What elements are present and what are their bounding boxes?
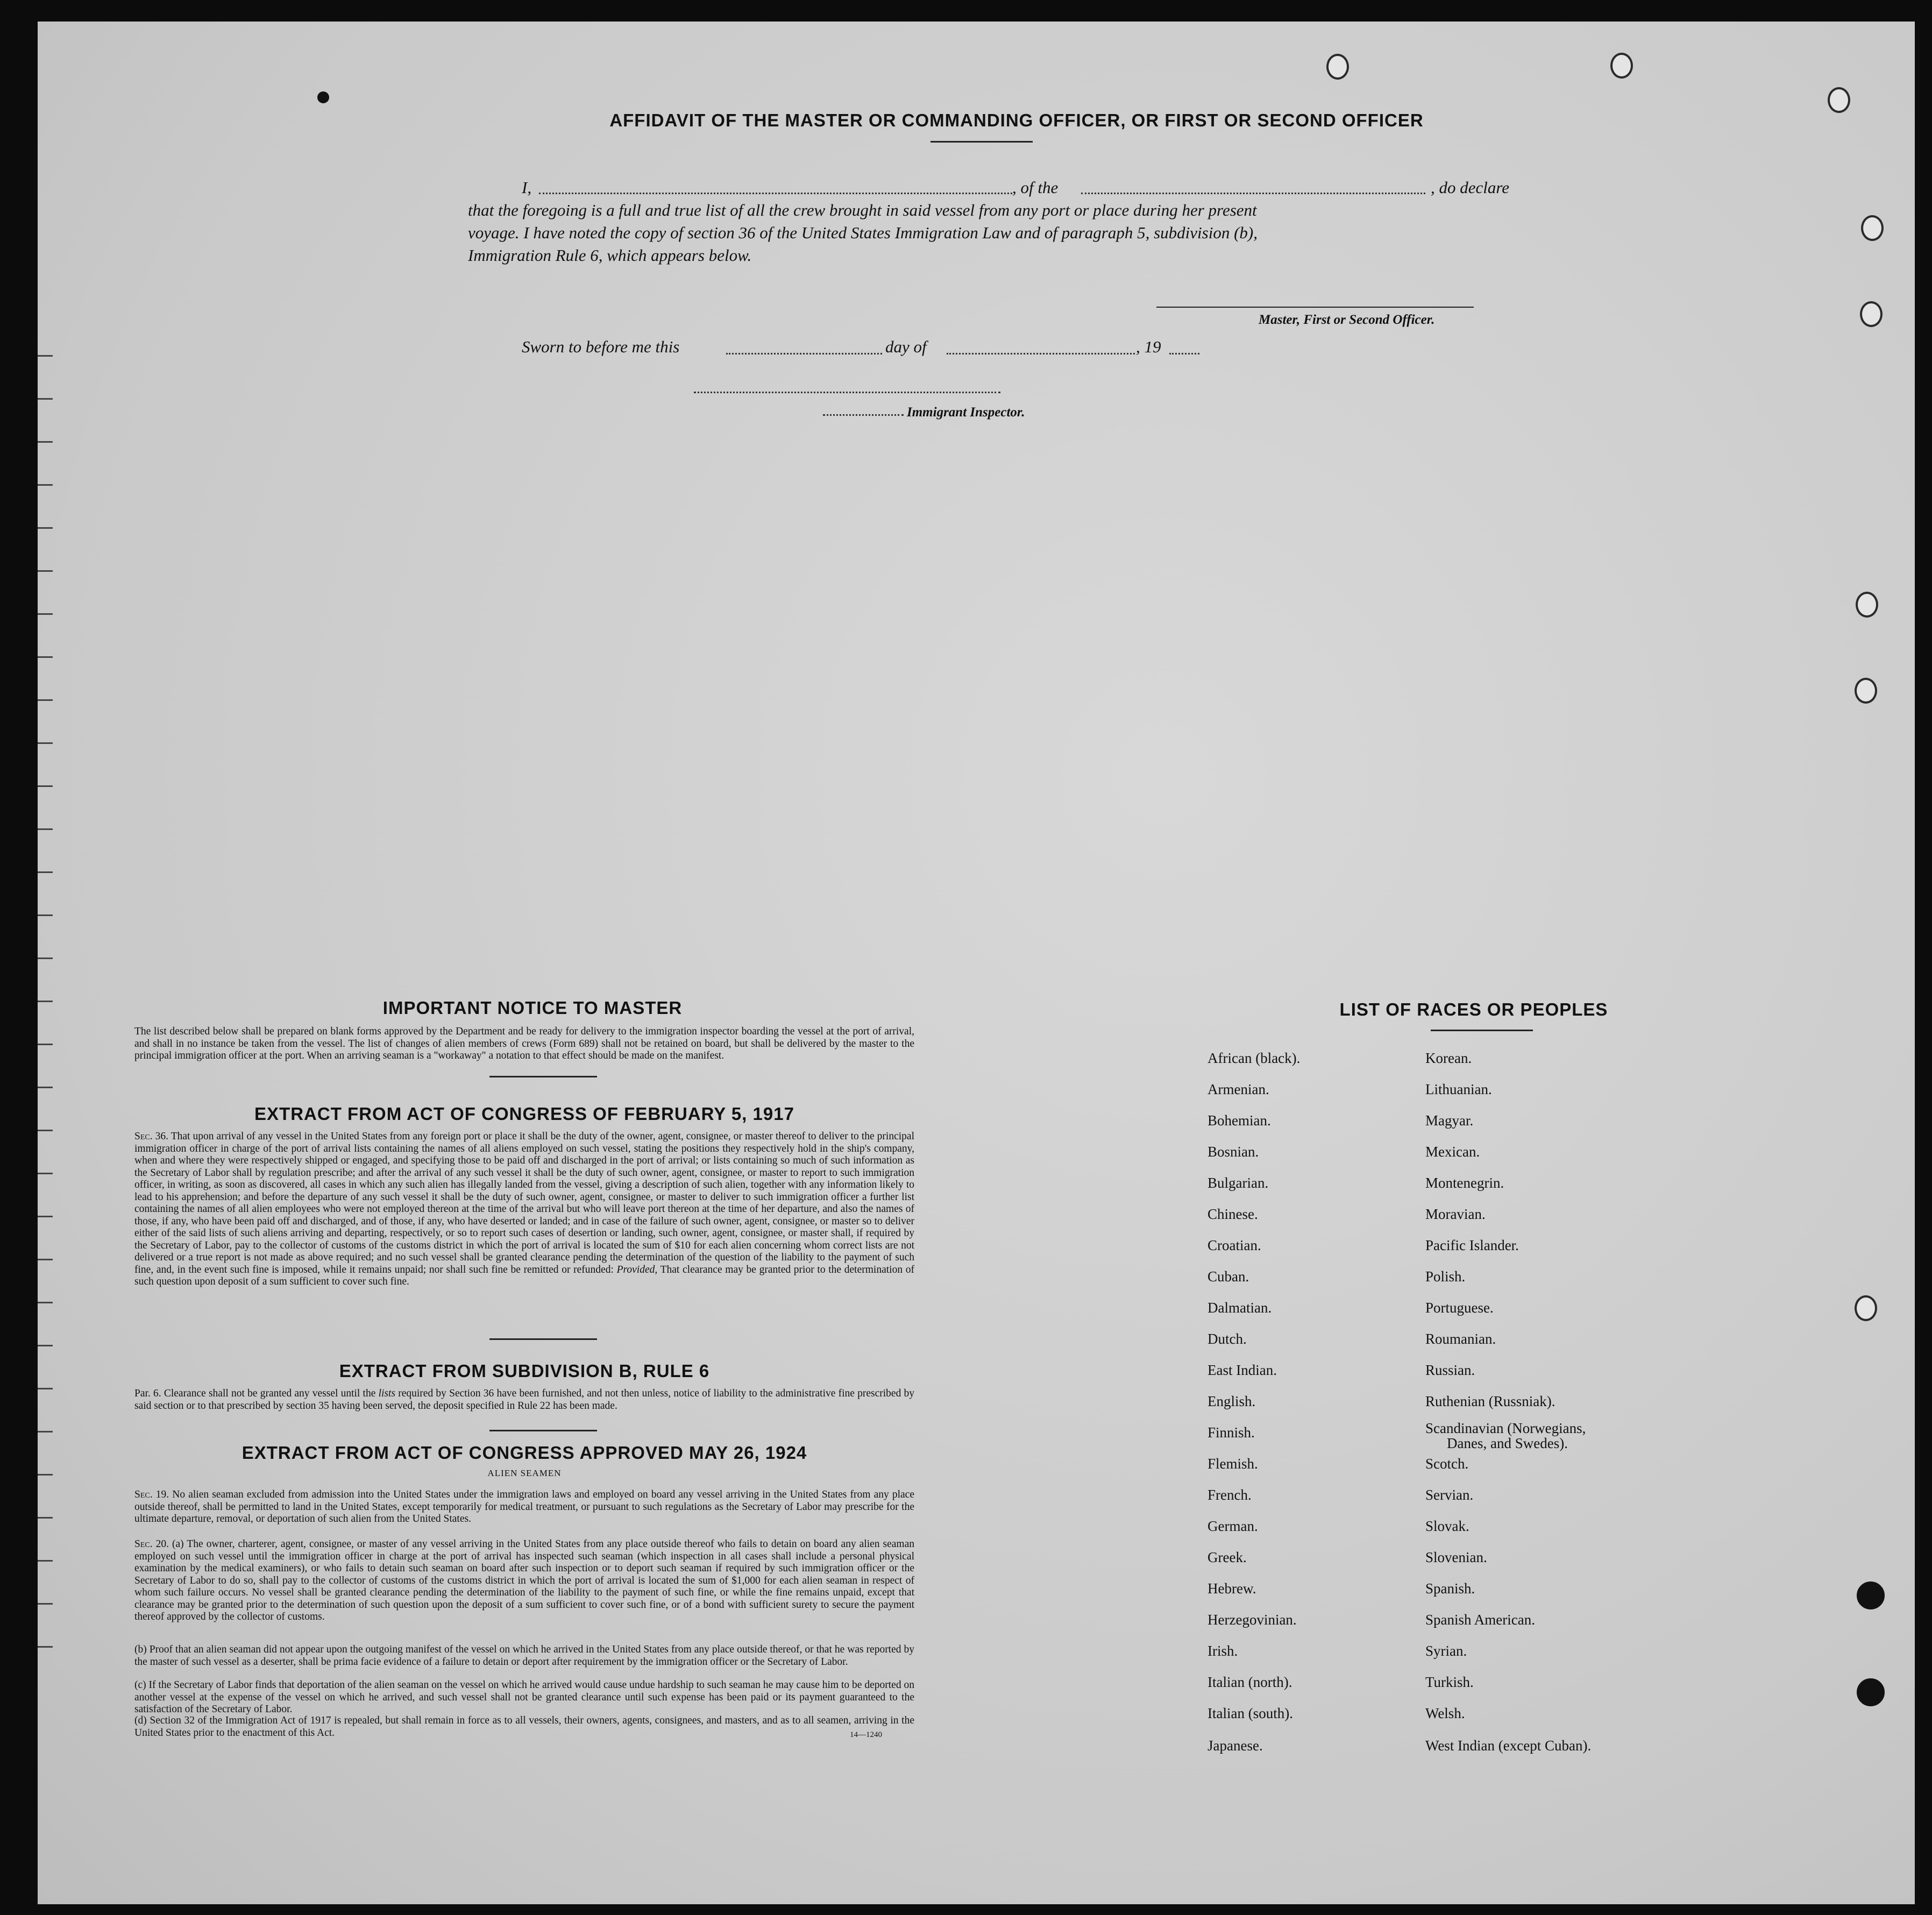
affidavit-line-4: Immigration Rule 6, which appears below. [468, 246, 752, 265]
inspector-line [694, 392, 1000, 393]
day-of-label: day of [885, 337, 927, 356]
sec-20a-body: (a) The owner, charterer, agent, consignee, or master of any vessel arriving in the United States from any place outside thereof who fails to detain on board any alien seaman employed on such vessel until the immigration officer in charge at the port of arrival has inspected such seaman (which inspection in all cases shall include a personal physical examination by the medical examiners), or who fails to detain such seaman on board after such inspection or to deport such seaman if required by such immigration officer or the Secretary of Labor to do so, shall pay to the collector of customs of the customs district in which the port of arrival is located the sum of $1,000 for each alien seaman in respect of whom such failure occurs. No vessel shall be granted clearance pending the determination of the liability to the payment of such fine, or while the fine remains unpaid, except that clearance may be granted prior to the determination of such question upon the deposit of a sum sufficient to cover such fine, or of a bond with sufficient surety to secure the payment thereof approved by the collector of customs. [134, 1538, 914, 1622]
year-blank [1169, 353, 1199, 354]
par-6-text-a: Clearance shall not be granted any vessel until the [164, 1388, 376, 1399]
sec-19-body: No alien seaman excluded from admission into the United States under the immigration laws and employed on board any vessel arriving in the United States from any place outside thereof, shall be permitted to land in the United States, except temporarily for medical treatment, or pursuant to such regulations as the Secretary of Labor may prescribe for the ultimate departure, removal, or deportation of such alien from the United States. [134, 1489, 914, 1524]
do-declare-label: , do declare [1431, 178, 1510, 197]
sec-20a-text [134, 1538, 914, 1623]
race-item: Montenegrin. [1425, 1175, 1504, 1191]
race-item: Turkish. [1425, 1674, 1474, 1690]
year-prefix: , 19 [1136, 337, 1161, 356]
extract-1924-title: EXTRACT FROM ACT OF CONGRESS APPROVED MAY 26, 1924 [242, 1443, 807, 1463]
affidavit-line-2: that the foregoing is a full and true list of all the crew brought in said vessel from any port or place during her present [468, 201, 1257, 219]
punch-hole [1857, 1678, 1885, 1706]
race-item: East Indian. [1208, 1362, 1277, 1378]
sec-20b-text: (b) Proof that an alien seaman did not appear upon the outgoing manifest of the vessel on which he arrived in the United States from any place outside thereof, or that he was reported by the master of such vessel as a deserter, shall be prima facie evidence of a failure to detain or deport after requirement by the immigration officer or the Secretary of Labor. [134, 1644, 914, 1668]
race-item: Dutch. [1208, 1331, 1247, 1347]
race-item: Bulgarian. [1208, 1175, 1269, 1191]
i-label: I, [522, 178, 532, 197]
race-item: German. [1208, 1518, 1258, 1534]
extract-1917-divider [489, 1338, 597, 1340]
sec-20d-text: (d) Section 32 of the Immigration Act of 1917 is repealed, but shall remain in force as to all vessels, their owners, agents, consignees, and masters, and as to all seamen, arriving in the United States prior to the enactment of this Act. [134, 1715, 914, 1739]
sec-36-body: That upon arrival of any vessel in the United States from any foreign port or place it shall be the duty of the owner, agent, consignee, or master thereof to deliver to the principal immigration officer in charge of the port of arrival lists containing the names of all aliens employed on such vessel, stating the positions they respectively hold in the ship's company, when and where they were respectively shipped or engaged, and specifying those to be paid off and discharged in the port of arrival; or lists containing so much of such information as the Secretary of Labor shall by regulation prescribe; and after the arrival of any such vessel it shall be the duty of such owner, agent, consignee, or master to report to such immigration officer, in writing, as soon as discovered, all cases in which any such alien has illegally landed from the vessel, giving a description of such alien, together with any information likely to lead to his apprehension; and before the departure of any such vessel it shall be the duty of such owner, agent, consignee, or master to deliver to such immigration officer a further list containing the names of all alien employees who were not employed thereon at the time of the arrival but who will leave port thereon at the time of her departure, and also the names of those, if any, who have been paid off and discharged, and of those, if any, who have deserted or landed; and in case of the failure of such owner, agent, consignee, or master so to deliver either of the said lists of such aliens arriving and departing, respectively, or so to report such cases of desertion or landing, such owner, agent, consignee, or master shall, if required by the Secretary of Labor, pay to the collector of customs of the customs district in which the port of arrival is located the sum of $10 for each alien concerning whom correct lists are not delivered or a true report is not made as above required; and no such vessel shall be granted clearance pending the determination of the question of the liability to the payment of such fine, and, in the event such fine is imposed, while it remains unpaid; nor shall such fine be remitted or refunded: [134, 1131, 914, 1275]
punch-hole [1828, 87, 1850, 113]
inspector-lead [823, 414, 904, 416]
punch-hole [1855, 678, 1877, 704]
sec-20-label: Sec. 20. [134, 1538, 169, 1550]
punch-hole [1610, 53, 1633, 79]
races-underline [1431, 1030, 1533, 1031]
race-item: Slovenian. [1425, 1549, 1487, 1565]
race-item: Welsh. [1425, 1705, 1465, 1721]
signature-label: Master, First or Second Officer. [1259, 313, 1435, 327]
race-item-continued: Danes, and Swedes). [1447, 1435, 1568, 1451]
punch-hole [1861, 215, 1884, 241]
document-sheet [38, 22, 1915, 1904]
race-item: African (black). [1208, 1050, 1301, 1066]
race-item: Portuguese. [1425, 1300, 1494, 1316]
of-the-label: , of the [1012, 178, 1059, 197]
race-item: Roumanian. [1425, 1331, 1496, 1347]
punch-hole [1857, 1581, 1885, 1609]
race-item: Lithuanian. [1425, 1081, 1492, 1097]
par-6-text-b: required by Section 36 have been furnished, and not then unless, notice of liability to the administrative fine prescribed by said section or to that prescribed by section 35 having been served, the deposit specified in Rule 22 has been made. [134, 1388, 915, 1412]
inspector-label: Immigrant Inspector. [907, 405, 1025, 420]
race-item: Greek. [1208, 1549, 1247, 1565]
race-item: Slovak. [1425, 1518, 1469, 1534]
sec-20c-text: (c) If the Secretary of Labor finds that deportation of the alien seaman on the vessel on which he arrived would cause undue hardship to such seaman he may cause him to be deported on another vessel at the expense of the vessel on which he arrived, and such vessel shall not be granted clearance until such expense has been paid or its payment guaranteed to the satisfaction of the Secretary of Labor. [134, 1679, 914, 1715]
punch-hole [1860, 301, 1883, 327]
rule-6-text [134, 1388, 914, 1412]
notice-title: IMPORTANT NOTICE TO MASTER [382, 998, 683, 1018]
race-item: Scandinavian (Norwegians, [1425, 1420, 1586, 1436]
punch-hole [1856, 592, 1878, 618]
race-item: West Indian (except Cuban). [1425, 1737, 1592, 1754]
left-edge-ruling [38, 22, 59, 1904]
race-item: Finnish. [1208, 1424, 1255, 1441]
sec-36-end: That clearance may be granted prior to the determination of such question upon deposit of a sum sufficient to cover such fine. [134, 1264, 915, 1287]
affidavit-line-3: voyage. I have noted the copy of section 36 of the United States Immigration Law and of paragraph 5, subdivision (b), [468, 223, 1258, 242]
race-item: English. [1208, 1393, 1256, 1409]
race-item: Japanese. [1208, 1737, 1263, 1754]
race-item: Hebrew. [1208, 1580, 1256, 1597]
race-item: Bohemian. [1208, 1112, 1271, 1129]
race-item: Magyar. [1425, 1112, 1474, 1129]
race-item: Irish. [1208, 1643, 1238, 1659]
race-item: Korean. [1425, 1050, 1472, 1066]
rule-6-divider [489, 1430, 597, 1431]
notice-divider [489, 1076, 597, 1077]
race-item: Polish. [1425, 1268, 1466, 1285]
race-item: Dalmatian. [1208, 1300, 1272, 1316]
sec-19-label: Sec. 19. [134, 1489, 169, 1500]
race-item: French. [1208, 1487, 1252, 1503]
extract-1917-title: EXTRACT FROM ACT OF CONGRESS OF FEBRUARY 5, 1917 [254, 1104, 794, 1124]
sworn-label: Sworn to before me this [522, 337, 680, 356]
name-blank [539, 193, 1012, 194]
signature-line [1156, 307, 1474, 308]
alien-seamen-subtitle: ALIEN SEAMEN [487, 1468, 562, 1478]
race-item: Croatian. [1208, 1237, 1261, 1253]
race-item: Italian (north). [1208, 1674, 1292, 1690]
race-item: Pacific Islander. [1425, 1237, 1519, 1253]
lists-word: lists [378, 1388, 396, 1399]
race-item: Scotch. [1425, 1456, 1469, 1472]
race-item: Armenian. [1208, 1081, 1269, 1097]
race-item: Bosnian. [1208, 1144, 1259, 1160]
race-item: Russian. [1425, 1362, 1475, 1378]
form-number: 14—1240 [850, 1730, 882, 1739]
sworn-day-blank [726, 353, 882, 354]
par-6-label: Par. 6. [134, 1388, 161, 1399]
race-item: Flemish. [1208, 1456, 1258, 1472]
race-item: Servian. [1425, 1487, 1474, 1503]
race-item: Chinese. [1208, 1206, 1258, 1222]
race-item: Spanish. [1425, 1580, 1475, 1597]
race-item: Italian (south). [1208, 1705, 1293, 1721]
ink-blot [317, 91, 329, 103]
sworn-month-blank [947, 353, 1135, 354]
sec-36-label: Sec. 36. [134, 1131, 169, 1142]
sec-19-text [134, 1489, 914, 1526]
affidavit-title: AFFIDAVIT OF THE MASTER OR COMMANDING OFFICER, OR FIRST OR SECOND OFFICER [609, 110, 1424, 130]
punch-hole [1326, 54, 1349, 80]
races-title: LIST OF RACES OR PEOPLES [1339, 999, 1608, 1019]
notice-text: The list described below shall be prepared on blank forms approved by the Department and be ready for delivery to the immigration inspector boarding the vessel at the port of arrival, and shall in no instance be taken from the vessel. The list of changes of alien members of crews (Form 689) shall not be retained on board, but shall be delivered by the master to the principal immigration officer at the port. When an arriving seaman is a "workaway" a notation to that effect should be made on the manifest. [134, 1026, 914, 1061]
vessel-blank [1081, 193, 1425, 194]
race-item: Moravian. [1425, 1206, 1486, 1222]
punch-hole [1855, 1295, 1877, 1321]
race-item: Ruthenian (Russniak). [1425, 1393, 1555, 1409]
race-item: Herzegovinian. [1208, 1612, 1297, 1628]
title-underline [931, 141, 1033, 143]
rule-6-title: EXTRACT FROM SUBDIVISION B, RULE 6 [339, 1361, 710, 1381]
extract-1917-text [134, 1131, 914, 1288]
race-item: Spanish American. [1425, 1612, 1535, 1628]
race-item: Syrian. [1425, 1643, 1467, 1659]
race-item: Cuban. [1208, 1268, 1249, 1285]
provided-word: Provided, [616, 1264, 658, 1275]
race-item: Mexican. [1425, 1144, 1480, 1160]
